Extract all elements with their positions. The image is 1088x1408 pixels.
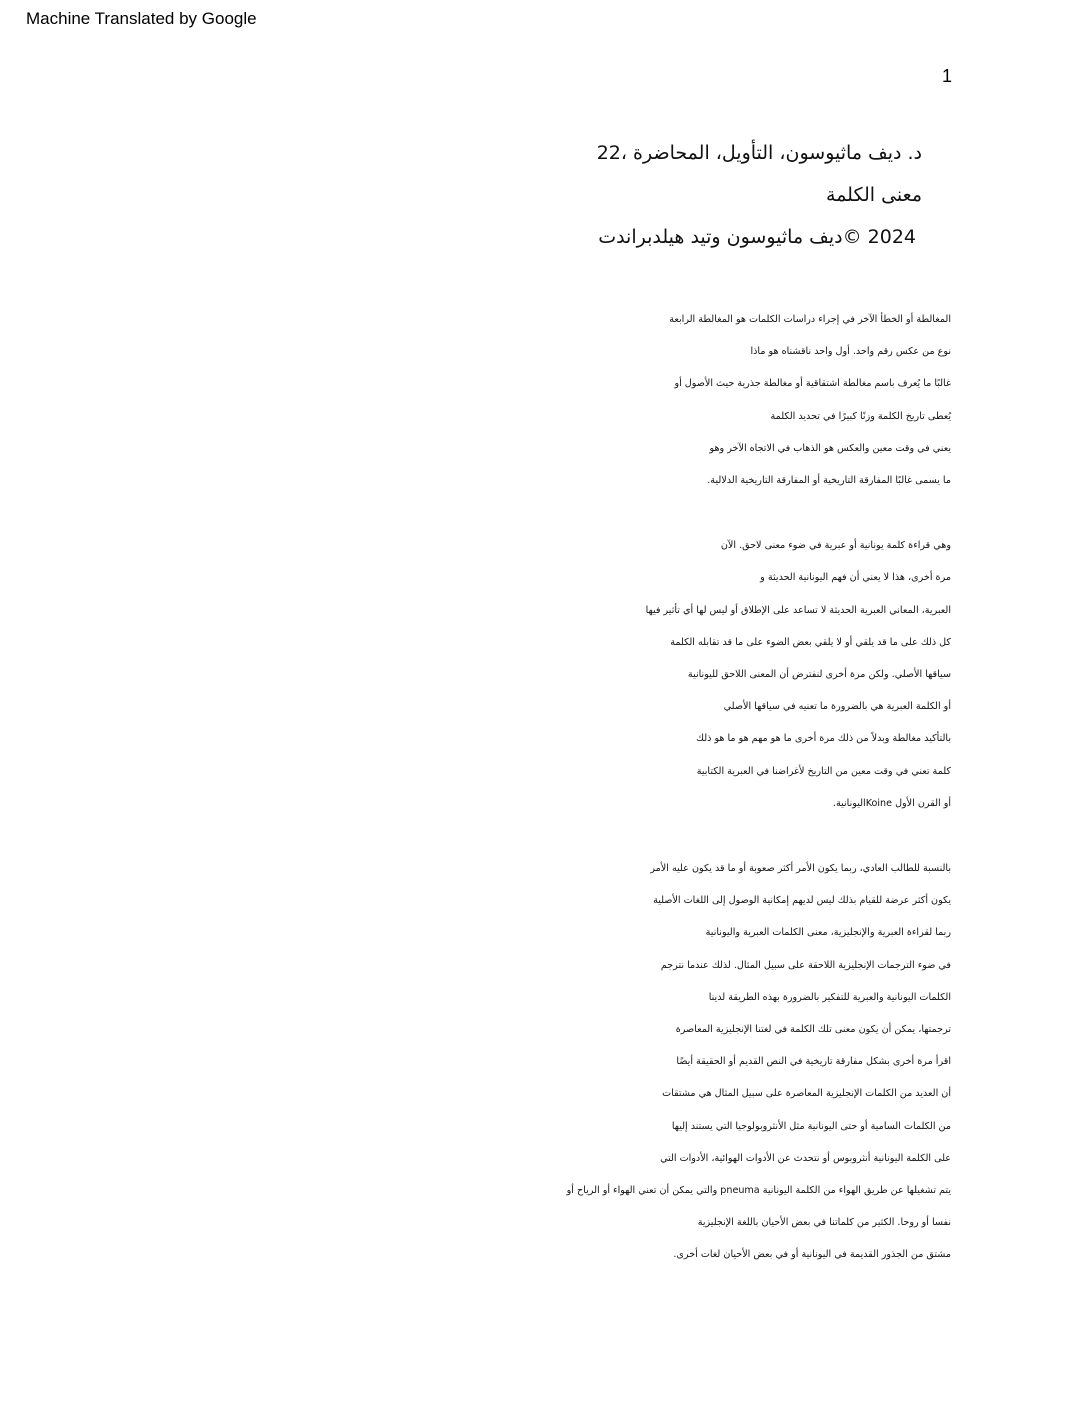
document-header <box>322 132 922 258</box>
text-line: ما يسمى غالبًا المفارقة التاريخية أو المفارقة التاريخية الدلالية. <box>707 475 951 487</box>
text-line: كل ذلك على ما قد يلقي أو لا يلقي بعض الضوء على ما قد تقابله الكلمة <box>670 636 951 648</box>
paragraph-2 <box>491 530 951 820</box>
text-line: اقرأ مرة أخرى بشكل مفارقة تاريخية في النص القديم أو الحقيقة أيضًا <box>676 1056 951 1068</box>
text-line: ربما لقراءة العبرية والإنجليزية، معنى الكلمات العبرية واليونانية <box>705 927 951 939</box>
text-line: بالنسبة للطالب العادي، ربما يكون الأمر أكثر صعوبة أو ما قد يكون عليه الأمر <box>650 863 951 875</box>
page-number: 1 <box>941 66 952 86</box>
text-line: سياقها الأصلي. ولكن مرة أخرى لنفترض أن المعنى اللاحق لليونانية <box>687 669 951 681</box>
text-line: مرة أخرى، هذا لا يعني أن فهم اليونانية الحديثة و <box>760 572 951 584</box>
text-line: يكون أكثر عرضة للقيام بذلك ليس لديهم إمكانية الوصول إلى اللغات الأصلية <box>653 895 951 907</box>
lecture-subtitle: معنى الكلمة <box>826 184 922 206</box>
text-line: أو الكلمة العبرية هي بالضرورة ما تعنيه في سياقها الأصلي <box>723 701 951 713</box>
text-line: على الكلمة اليونانية أنثروبوس أو نتحدث عن الأدوات الهوائية، الأدوات التي <box>660 1152 951 1164</box>
lecture-title: د. ديف ماثيوسون، التأويل، المحاضرة ،22 <box>596 142 922 164</box>
text-line: العبرية، المعاني العبرية الحديثة لا تساعد على الإطلاق أو ليس لها أي تأثير فيها <box>645 604 951 616</box>
text-line: بالتأكيد مغالطة وبدلاً من ذلك مرة أخرى ما هو مهم هو ما هو ذلك <box>696 733 951 745</box>
text-line: غالبًا ما يُعرف باسم مغالطة اشتقاقية أو مغالطة جذرية حيث الأصول أو <box>674 378 951 390</box>
text-line: أو القرن الأول Koineاليونانية. <box>832 797 951 809</box>
text-line: يعني في وقت معين والعكس هو الذهاب في الاتجاه الآخر وهو <box>709 442 951 454</box>
text-line: في ضوء الترجمات الإنجليزية اللاحقة على سبيل المثال. لذلك عندما نترجم <box>660 959 951 971</box>
text-line: يُعطى تاريخ الكلمة وزنًا كبيرًا في تحديد الكلمة <box>770 410 951 422</box>
text-line: من الكلمات السامية أو حتى اليونانية مثل الأنثروبولوجيا التي يستند إليها <box>671 1120 951 1132</box>
text-line: يتم تشغيلها عن طريق الهواء من الكلمة اليونانية pneuma والتي يمكن أن تعني الهواء أو الرياح أو <box>566 1185 951 1197</box>
paragraph-1 <box>491 304 951 497</box>
text-line: نفسا أو روحا. الكثير من كلماتنا في بعض الأحيان باللغة الإنجليزية <box>697 1217 951 1229</box>
text-line: ترجمتها، يمكن أن يكون معنى تلك الكلمة في لغتنا الإنجليزية المعاصرة <box>675 1024 951 1036</box>
paragraph-3 <box>491 853 951 1272</box>
copyright-line: 2024 ©ديف ماثيوسون وتيد هيلدبراندت <box>598 226 916 248</box>
text-line: وهي قراءة كلمة يونانية أو عبرية في ضوء معنى لاحق. الآن <box>720 540 951 552</box>
text-line: أن العديد من الكلمات الإنجليزية المعاصرة على سبيل المثال هي مشتقات <box>662 1088 951 1100</box>
text-line: مشتق من الجذور القديمة في اليونانية أو في بعض الأحيان لغات أخرى. <box>673 1249 951 1261</box>
document-body <box>491 304 951 1305</box>
text-line: المغالطة أو الخطأ الآخر في إجراء دراسات الكلمات هو المغالطة الرابعة <box>669 314 951 325</box>
machine-translation-watermark: Machine Translated by Google <box>26 9 257 28</box>
text-line: كلمة تعني في وقت معين من التاريخ لأغراضنا في العبرية الكتابية <box>696 765 951 777</box>
text-line: الكلمات اليونانية والعبرية للتفكير بالضرورة بهذه الطريقة لدينا <box>708 991 951 1003</box>
text-line: نوع من عكس رقم واحد. أول واحد ناقشناه هو ماذا <box>750 346 951 358</box>
